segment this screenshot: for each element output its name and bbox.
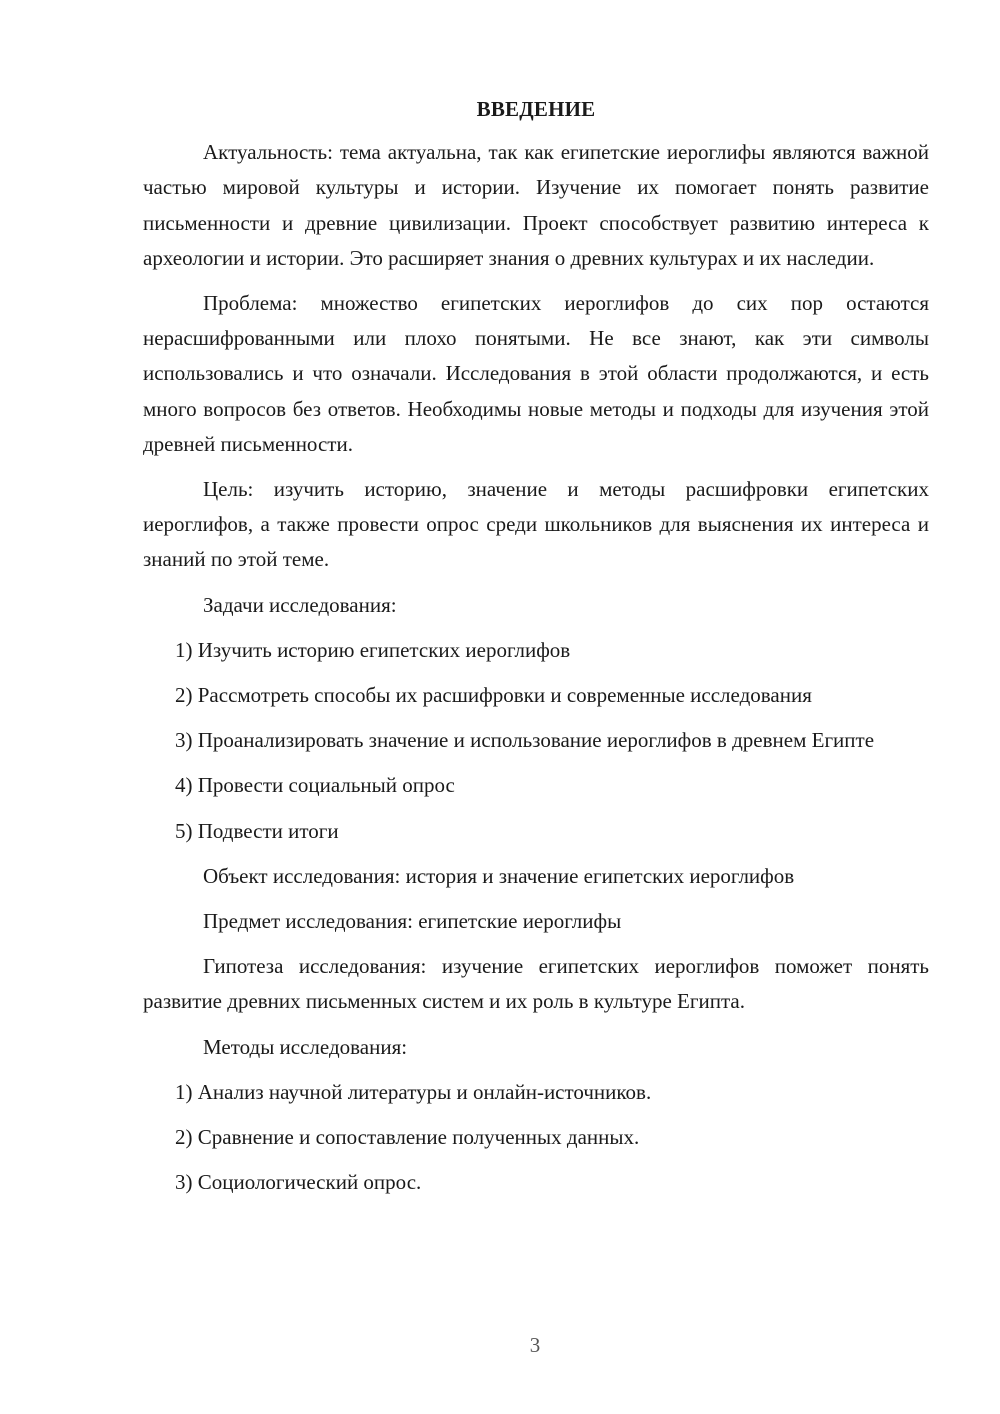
research-subject: Предмет исследования: египетские иероглифы	[203, 909, 622, 934]
task-item: 3) Проанализировать значение и использование иероглифов в древнем Египте	[175, 728, 875, 753]
task-item: 1) Изучить историю египетских иероглифов	[175, 637, 571, 662]
method-item: 1) Анализ научной литературы и онлайн-источников.	[175, 1079, 652, 1104]
research-object: Объект исследования: история и значение египетских иероглифов	[203, 863, 795, 888]
task-item: 5) Подвести итоги	[175, 818, 339, 843]
problem-paragraph: Проблема: множество египетских иероглифов до сих пор остаются нерасшифрованными или плохо понятыми. Не все знают, как эти символы использовались и что означали. Исследования в этой области продолжаются, и есть много вопросов без ответов. Необходимы новые методы и подходы для изучения этой древней письменности.	[143, 291, 929, 456]
task-item: 2) Рассмотреть способы их расшифровки и современные исследования	[175, 683, 812, 708]
page-number: 3	[529, 1333, 541, 1357]
goal-paragraph: Цель: изучить историю, значение и методы расшифровки египетских иероглифов, а также провести опрос среди школьников для выяснения их интереса и знаний по этой теме.	[143, 477, 929, 572]
tasks-heading: Задачи исследования:	[203, 592, 397, 617]
task-item: 4) Провести социальный опрос	[175, 773, 455, 798]
document-page	[143, 92, 929, 1210]
relevance-paragraph: Актуальность: тема актуальна, так как египетские иероглифы являются важной частью мировой культуры и истории. Изучение их помогает понять развитие письменности и древние цивилизации. Проект способствует развитию интереса к археологии и истории. Это расширяет знания о древних культурах и их наследии.	[143, 140, 929, 270]
hypothesis-paragraph: Гипотеза исследования: изучение египетских иероглифов поможет понять развитие древних письменных систем и их роль в культуре Египта.	[143, 954, 929, 1014]
section-title: ВВЕДЕНИЕ	[476, 97, 596, 121]
methods-heading: Методы исследования:	[203, 1034, 408, 1059]
method-item: 3) Социологический опрос.	[175, 1170, 422, 1195]
method-item: 2) Сравнение и сопоставление полученных данных.	[175, 1125, 640, 1150]
